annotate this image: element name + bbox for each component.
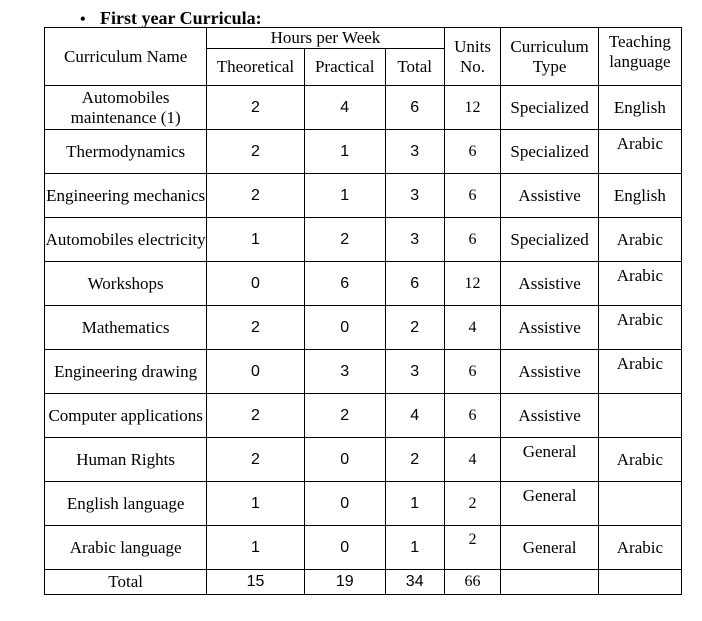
header-row	[45, 28, 682, 49]
units-cell: 6	[444, 174, 501, 218]
theoretical-cell: 2	[207, 306, 304, 350]
total-cell: 3	[385, 350, 444, 394]
total-total-cell: 34	[385, 570, 444, 595]
practical-cell: 1	[304, 130, 385, 174]
curriculum-name-cell: Computer applications	[45, 394, 207, 438]
type-cell: General	[501, 526, 598, 570]
table-row	[45, 262, 682, 306]
curricula-table	[44, 27, 682, 595]
units-cell: 6	[444, 218, 501, 262]
theoretical-cell: 2	[207, 174, 304, 218]
language-cell: Arabic	[598, 218, 681, 262]
language-cell: Arabic	[598, 306, 681, 350]
units-cell: 2	[444, 526, 501, 570]
units-cell: 4	[444, 438, 501, 482]
type-cell: Assistive	[501, 306, 598, 350]
practical-cell: 2	[304, 394, 385, 438]
table-row	[45, 174, 682, 218]
language-cell: Arabic	[598, 526, 681, 570]
units-cell: 6	[444, 350, 501, 394]
total-cell: 3	[385, 130, 444, 174]
units-cell: 6	[444, 130, 501, 174]
theoretical-cell: 2	[207, 86, 304, 130]
theoretical-cell: 2	[207, 394, 304, 438]
type-cell: General	[501, 438, 598, 482]
total-cell: 3	[385, 218, 444, 262]
practical-cell: 4	[304, 86, 385, 130]
language-cell: Arabic	[598, 130, 681, 174]
units-cell: 12	[444, 86, 501, 130]
curriculum-name-cell: Mathematics	[45, 306, 207, 350]
curriculum-name-cell: Arabic language	[45, 526, 207, 570]
total-units-cell: 66	[444, 570, 501, 595]
total-theoretical-cell: 15	[207, 570, 304, 595]
header-curriculum-type: Curriculum Type	[501, 28, 598, 86]
table-row	[45, 394, 682, 438]
theoretical-cell: 1	[207, 218, 304, 262]
practical-cell: 0	[304, 482, 385, 526]
table-row	[45, 306, 682, 350]
theoretical-cell: 0	[207, 350, 304, 394]
type-cell: Assistive	[501, 262, 598, 306]
curriculum-name-cell: Human Rights	[45, 438, 207, 482]
units-cell: 2	[444, 482, 501, 526]
theoretical-cell: 2	[207, 130, 304, 174]
section-heading	[80, 8, 262, 29]
practical-cell: 3	[304, 350, 385, 394]
header-practical: Practical	[304, 49, 385, 86]
curriculum-name-cell: Automobiles maintenance (1)	[45, 86, 207, 130]
table-row	[45, 526, 682, 570]
practical-cell: 0	[304, 306, 385, 350]
practical-cell: 0	[304, 438, 385, 482]
type-cell: Specialized	[501, 130, 598, 174]
units-cell: 6	[444, 394, 501, 438]
total-cell: 6	[385, 262, 444, 306]
table-row	[45, 438, 682, 482]
language-cell: Arabic	[598, 438, 681, 482]
language-cell	[598, 482, 681, 526]
total-practical-cell: 19	[304, 570, 385, 595]
units-cell: 4	[444, 306, 501, 350]
type-cell: General	[501, 482, 598, 526]
table-row	[45, 482, 682, 526]
type-cell: Specialized	[501, 218, 598, 262]
header-teaching-language: Teaching language	[598, 28, 681, 86]
section-heading-text: First year Curricula:	[100, 8, 262, 28]
curriculum-name-cell: Engineering mechanics	[45, 174, 207, 218]
header-curriculum-name: Curriculum Name	[45, 28, 207, 86]
header-hours-per-week: Hours per Week	[207, 28, 444, 49]
practical-cell: 2	[304, 218, 385, 262]
theoretical-cell: 1	[207, 526, 304, 570]
practical-cell: 6	[304, 262, 385, 306]
table-row	[45, 350, 682, 394]
total-cell: 2	[385, 306, 444, 350]
total-label-cell: Total	[45, 570, 207, 595]
total-row	[45, 570, 682, 595]
curriculum-name-cell: Automobiles electricity	[45, 218, 207, 262]
practical-cell: 1	[304, 174, 385, 218]
table-row	[45, 218, 682, 262]
language-cell: English	[598, 174, 681, 218]
table-row	[45, 130, 682, 174]
total-language-cell	[598, 570, 681, 595]
header-theoretical: Theoretical	[207, 49, 304, 86]
total-cell: 6	[385, 86, 444, 130]
curriculum-name-cell: Workshops	[45, 262, 207, 306]
type-cell: Specialized	[501, 86, 598, 130]
curriculum-name-cell: Thermodynamics	[45, 130, 207, 174]
language-cell: English	[598, 86, 681, 130]
header-units-no: Units No.	[444, 28, 501, 86]
practical-cell: 0	[304, 526, 385, 570]
total-cell: 4	[385, 394, 444, 438]
curriculum-name-cell: Engineering drawing	[45, 350, 207, 394]
total-cell: 1	[385, 526, 444, 570]
table-row	[45, 86, 682, 130]
theoretical-cell: 2	[207, 438, 304, 482]
language-cell: Arabic	[598, 350, 681, 394]
units-cell: 12	[444, 262, 501, 306]
curriculum-name-cell: English language	[45, 482, 207, 526]
total-cell: 3	[385, 174, 444, 218]
language-cell	[598, 394, 681, 438]
theoretical-cell: 1	[207, 482, 304, 526]
total-cell: 1	[385, 482, 444, 526]
bullet-icon: •	[80, 11, 86, 28]
language-cell: Arabic	[598, 262, 681, 306]
type-cell: Assistive	[501, 394, 598, 438]
total-cell: 2	[385, 438, 444, 482]
theoretical-cell: 0	[207, 262, 304, 306]
type-cell: Assistive	[501, 174, 598, 218]
header-total: Total	[385, 49, 444, 86]
total-type-cell	[501, 570, 598, 595]
type-cell: Assistive	[501, 350, 598, 394]
